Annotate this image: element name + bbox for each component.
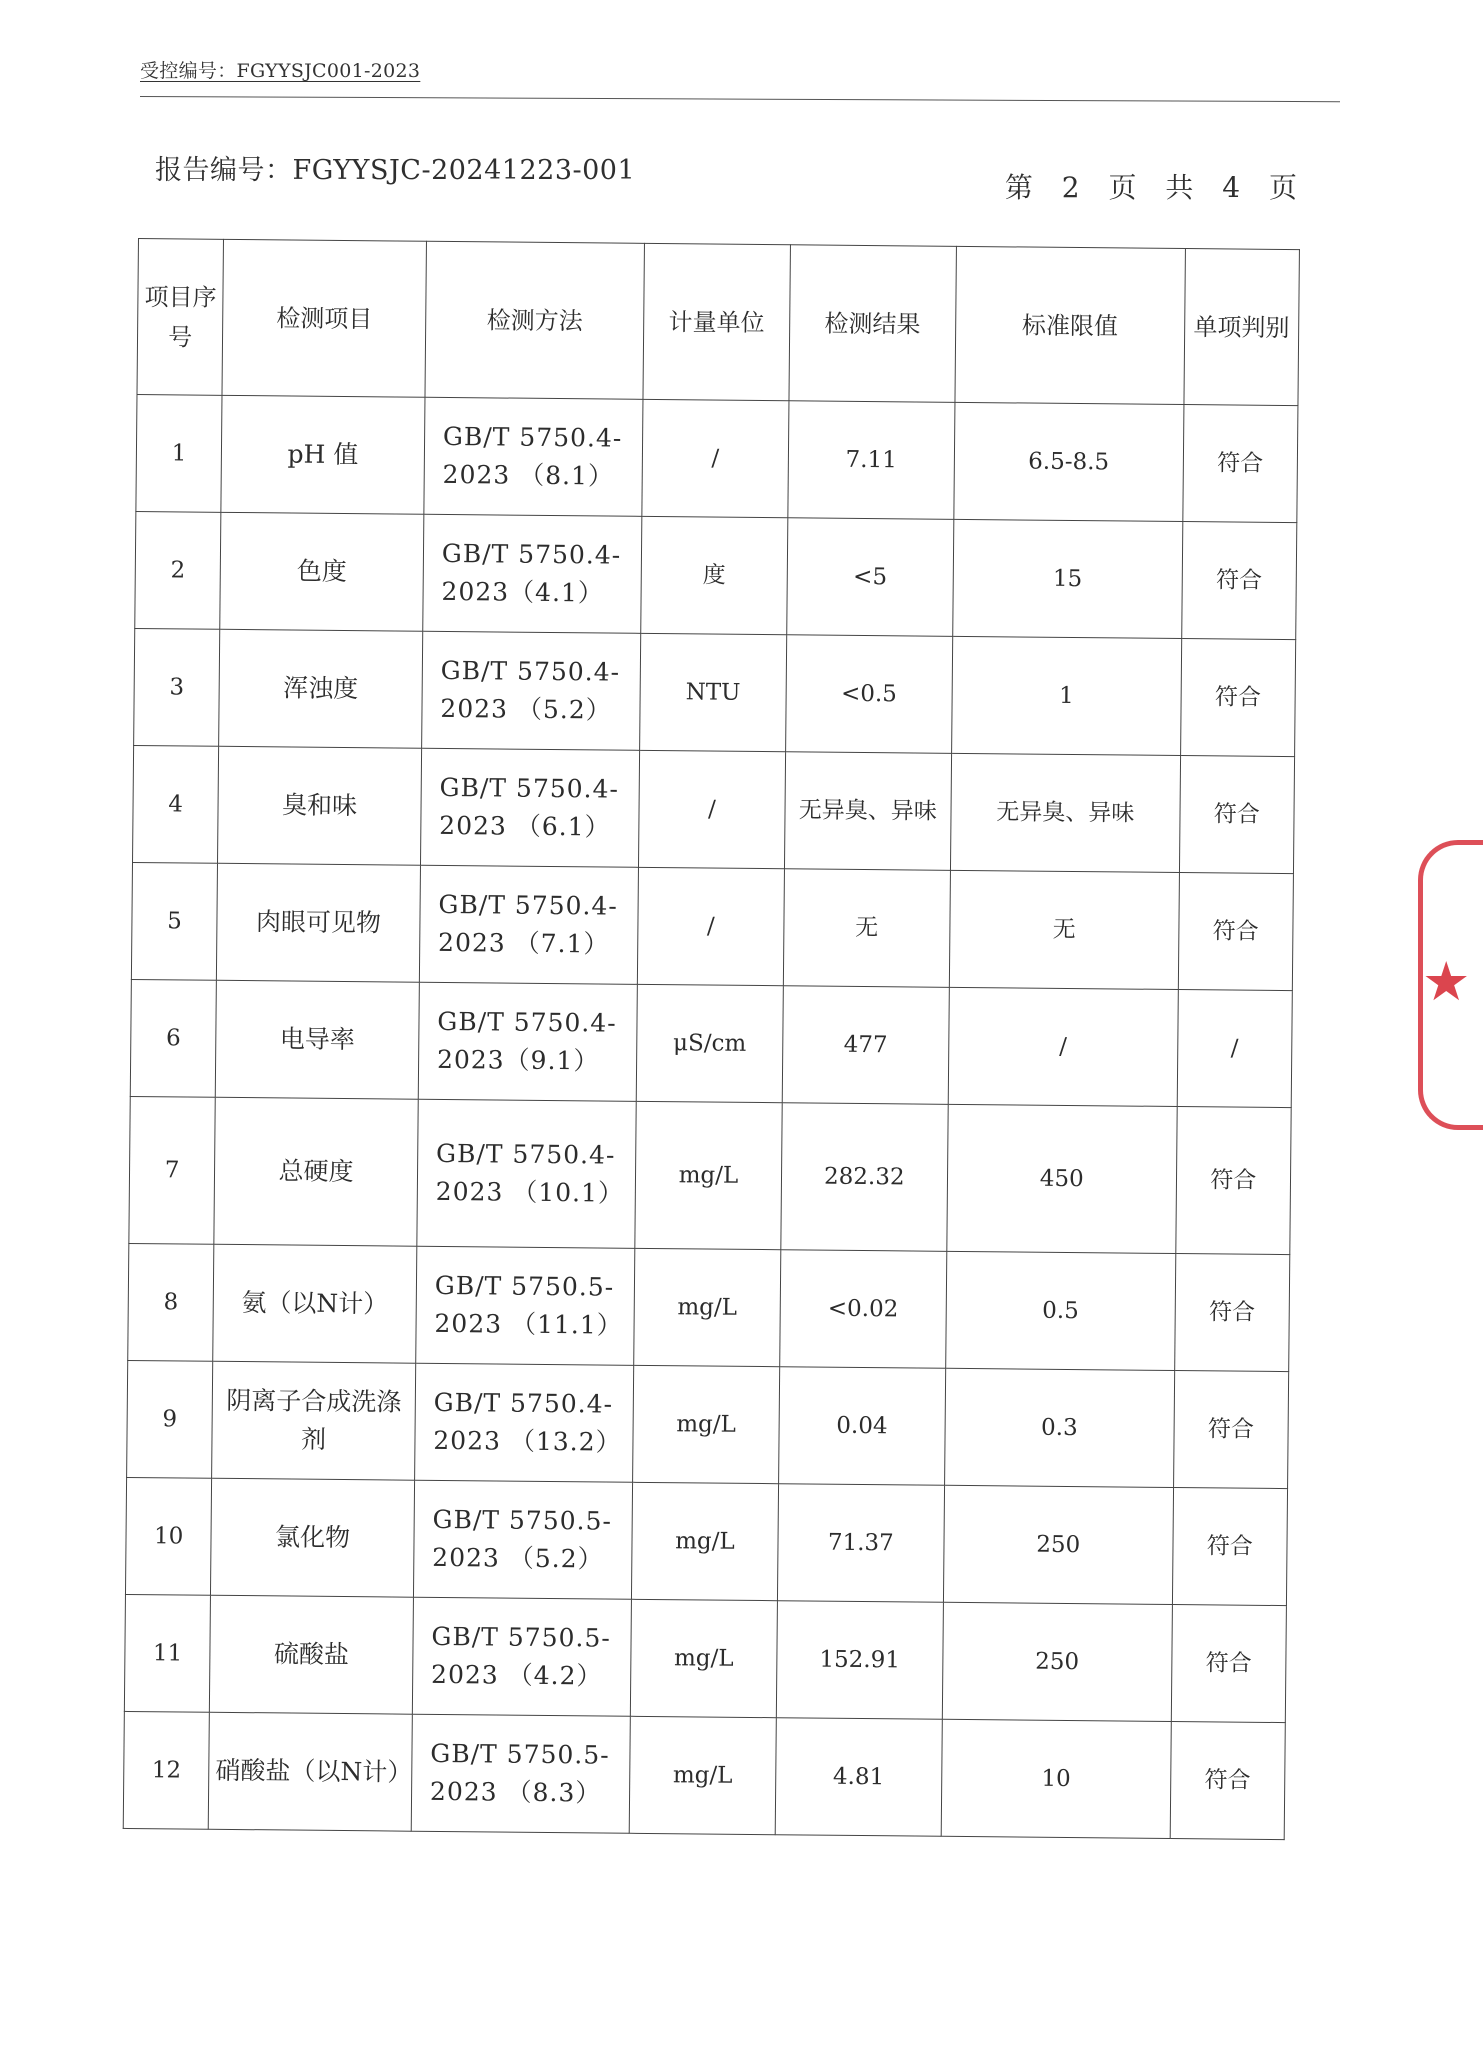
cell-result: <0.5 [785, 635, 952, 754]
table-row [133, 745, 1295, 873]
cell-no: 7 [129, 1096, 216, 1244]
cell-limit: 10 [941, 1719, 1171, 1838]
cell-unit: mg/L [634, 1248, 781, 1366]
cell-method: GB/T 5750.4-2023 （10.1） [417, 1099, 637, 1248]
cell-item: pH 值 [221, 395, 425, 514]
cell-method: GB/T 5750.4-2023（9.1） [418, 982, 637, 1101]
cell-judgement: 符合 [1179, 756, 1295, 874]
header-result: 检测结果 [789, 245, 957, 403]
results-table [123, 238, 1300, 1840]
cell-result: 71.37 [777, 1484, 944, 1603]
table-row [134, 628, 1296, 756]
control-number: 受控编号：FGYYSJC001-2023 [140, 60, 421, 82]
cell-no: 6 [130, 979, 216, 1097]
header-item: 检测项目 [222, 239, 426, 397]
cell-result: <0.02 [779, 1250, 946, 1369]
cell-judgement: 符合 [1181, 522, 1297, 640]
table-row [123, 1711, 1285, 1839]
cell-no: 2 [135, 511, 221, 629]
cell-no: 1 [136, 394, 222, 512]
cell-result: 282.32 [780, 1103, 948, 1252]
cell-method: GB/T 5750.4-2023 （6.1） [420, 748, 639, 867]
cell-item: 肉眼可见物 [217, 863, 421, 982]
cell-judgement: 符合 [1173, 1370, 1289, 1488]
cell-unit: μS/cm [636, 984, 783, 1102]
cell-unit: mg/L [635, 1101, 782, 1249]
cell-method: GB/T 5750.5-2023 （4.2） [412, 1597, 631, 1716]
cell-limit: 15 [953, 519, 1183, 638]
cell-result: 无异臭、异味 [784, 752, 951, 871]
header-judgement: 单项判别 [1184, 249, 1300, 406]
cell-judgement: 符合 [1174, 1254, 1290, 1372]
cell-unit: 度 [641, 516, 788, 634]
cell-no: 10 [125, 1477, 211, 1595]
cell-result: 477 [782, 986, 949, 1105]
cell-judgement: 符合 [1175, 1107, 1291, 1255]
cell-result: 7.11 [788, 401, 955, 520]
cell-judgement: 符合 [1182, 405, 1298, 523]
cell-limit: 无异臭、异味 [950, 753, 1180, 872]
cell-unit: / [639, 750, 786, 868]
cell-limit: 450 [947, 1104, 1177, 1253]
cell-no: 12 [123, 1711, 209, 1829]
cell-item: 浑浊度 [219, 629, 423, 748]
cell-method: GB/T 5750.5-2023 （8.3） [411, 1714, 630, 1833]
cell-limit: 1 [952, 636, 1182, 755]
cell-result: 无 [783, 869, 950, 988]
report-number: 报告编号：FGYYSJC-20241223-001 [155, 155, 636, 186]
table-row [127, 1360, 1289, 1488]
cell-judgement: 符合 [1178, 873, 1294, 991]
cell-judgement: / [1177, 990, 1293, 1108]
cell-item: 阴离子合成洗涤剂 [212, 1361, 416, 1480]
table-row [130, 979, 1292, 1107]
cell-no: 4 [133, 745, 219, 863]
table-row [129, 1096, 1291, 1254]
table-row [124, 1594, 1286, 1722]
header-limit: 标准限值 [955, 246, 1185, 404]
cell-item: 硝酸盐（以N计） [208, 1712, 412, 1831]
table-row [125, 1477, 1287, 1605]
results-table-wrapper [123, 238, 1300, 1840]
cell-unit: / [642, 399, 789, 517]
cell-item: 电导率 [215, 980, 419, 1099]
header-method: 检测方法 [425, 241, 645, 399]
cell-result: <5 [786, 518, 953, 637]
table-row [136, 394, 1298, 522]
cell-unit: NTU [640, 633, 787, 751]
cell-limit: 0.3 [945, 1368, 1175, 1487]
cell-item: 氯化物 [211, 1478, 415, 1597]
table-row [131, 862, 1293, 990]
cell-judgement: 符合 [1180, 639, 1296, 757]
table-row [128, 1243, 1290, 1371]
table-row [135, 511, 1297, 639]
cell-limit: 无 [949, 870, 1179, 989]
cell-item: 色度 [220, 512, 424, 631]
cell-no: 11 [124, 1594, 210, 1712]
cell-limit: 250 [942, 1602, 1172, 1721]
cell-unit: / [638, 867, 785, 985]
header-unit: 计量单位 [643, 243, 790, 400]
page-indicator: 第 2 页 共 4 页 [1004, 171, 1307, 204]
cell-method: GB/T 5750.5-2023 （11.1） [416, 1246, 635, 1365]
cell-no: 5 [131, 862, 217, 980]
cell-judgement: 符合 [1171, 1604, 1287, 1722]
cell-result: 0.04 [778, 1367, 945, 1486]
cell-method: GB/T 5750.4-2023 （8.1） [424, 397, 643, 516]
cell-limit: 0.5 [946, 1251, 1176, 1370]
cell-judgement: 符合 [1170, 1721, 1286, 1839]
cell-no: 9 [127, 1360, 213, 1478]
cell-method: GB/T 5750.4-2023 （7.1） [419, 865, 638, 984]
header-index: 项目序号 [137, 239, 224, 396]
cell-method: GB/T 5750.4-2023（4.1） [423, 514, 642, 633]
cell-method: GB/T 5750.4-2023 （5.2） [422, 631, 641, 750]
cell-result: 4.81 [775, 1718, 942, 1837]
cell-item: 臭和味 [218, 746, 422, 865]
header-divider [140, 96, 1340, 102]
table-header-row [137, 239, 1299, 406]
cell-method: GB/T 5750.4-2023 （13.2） [414, 1363, 633, 1482]
cell-unit: mg/L [632, 1482, 779, 1600]
cell-judgement: 符合 [1172, 1487, 1288, 1605]
cell-unit: mg/L [630, 1599, 777, 1717]
cell-unit: mg/L [629, 1716, 776, 1834]
cell-limit: 6.5-8.5 [954, 402, 1184, 521]
cell-limit: / [948, 987, 1178, 1106]
cell-unit: mg/L [633, 1365, 780, 1483]
star-icon: ★ [1422, 950, 1471, 1013]
cell-method: GB/T 5750.5-2023 （5.2） [413, 1480, 632, 1599]
cell-result: 152.91 [776, 1601, 943, 1720]
cell-no: 3 [134, 628, 220, 746]
cell-item: 总硬度 [214, 1097, 418, 1246]
cell-item: 硫酸盐 [210, 1595, 414, 1714]
cell-item: 氨（以N计） [213, 1244, 417, 1363]
cell-limit: 250 [943, 1485, 1173, 1604]
cell-no: 8 [128, 1243, 214, 1361]
